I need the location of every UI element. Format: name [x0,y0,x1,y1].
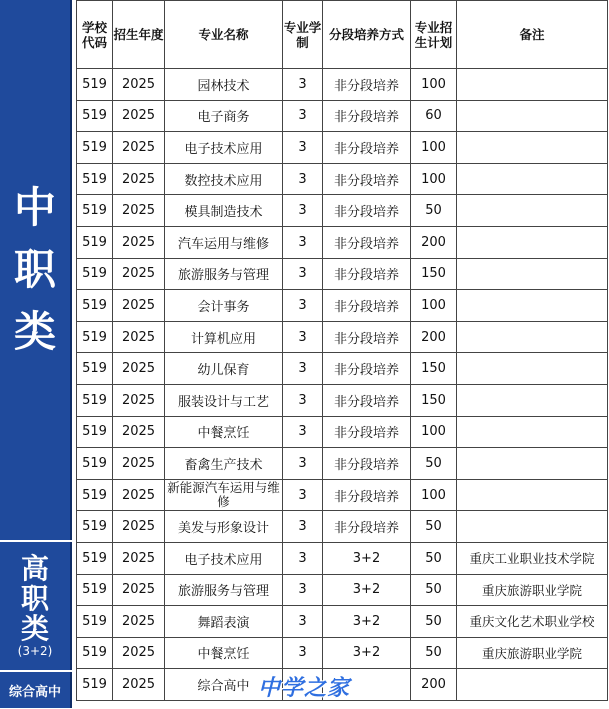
cell-major: 综合高中 [165,669,283,701]
cell-length: 3 [283,606,323,638]
cell-note [457,258,608,290]
cell-year: 2025 [113,163,165,195]
cell-mode: 非分段培养 [323,226,411,258]
category-zhongzhi-panel [0,0,72,540]
category-gaozhi-char: 高 [20,552,49,585]
cell-note [457,448,608,480]
cell-school-code: 519 [77,69,113,101]
cell-note [457,353,608,385]
cell-year: 2025 [113,195,165,227]
cell-year: 2025 [113,69,165,101]
cell-plan: 50 [411,448,457,480]
cell-major: 中餐烹饪 [165,416,283,448]
cell-school-code: 519 [77,669,113,701]
cell-major: 新能源汽车运用与维修 [165,479,283,511]
cell-year: 2025 [113,448,165,480]
table-row [77,637,608,669]
table-row [77,226,608,258]
category-zhongzhi-char: 类 [13,307,56,356]
category-zonghe-panel [0,672,72,708]
cell-school-code: 519 [77,574,113,606]
cell-mode: 非分段培养 [323,69,411,101]
cell-major: 电子技术应用 [165,132,283,164]
table-header-row [77,1,608,69]
category-zonghe-label: 综合高中 [8,684,61,700]
cell-mode: 3+2 [323,542,411,574]
cell-major: 汽车运用与维修 [165,226,283,258]
cell-plan: 100 [411,416,457,448]
table-body [77,69,608,701]
cell-note [457,195,608,227]
cell-length: 3 [283,479,323,511]
cell-mode: 非分段培养 [323,353,411,385]
cell-plan: 200 [411,669,457,701]
cell-note [457,669,608,701]
cell-year: 2025 [113,511,165,543]
cell-note [457,511,608,543]
cell-plan: 150 [411,353,457,385]
cell-plan: 100 [411,69,457,101]
cell-plan: 100 [411,163,457,195]
cell-plan: 50 [411,574,457,606]
header-year: 招生年度 [113,1,165,69]
cell-note [457,163,608,195]
cell-note: 重庆文化艺术职业学校 [457,606,608,638]
table-row [77,384,608,416]
table-row [77,606,608,638]
cell-school-code: 519 [77,637,113,669]
category-zhongzhi-char: 职 [13,245,56,294]
cell-major: 幼儿保育 [165,353,283,385]
table-row [77,69,608,101]
cell-note [457,416,608,448]
cell-length: 3 [283,258,323,290]
cell-plan: 200 [411,226,457,258]
table-row [77,258,608,290]
cell-year: 2025 [113,479,165,511]
cell-plan: 100 [411,132,457,164]
cell-mode: 非分段培养 [323,479,411,511]
cell-year: 2025 [113,100,165,132]
table-row [77,416,608,448]
cell-major: 电子商务 [165,100,283,132]
cell-mode: 非分段培养 [323,321,411,353]
cell-year: 2025 [113,542,165,574]
cell-major: 园林技术 [165,69,283,101]
cell-school-code: 519 [77,448,113,480]
watermark-logo: 中学之家 [258,676,351,701]
category-gaozhi-panel [0,542,72,670]
cell-year: 2025 [113,669,165,701]
cell-school-code: 519 [77,258,113,290]
cell-mode: 3+2 [323,637,411,669]
cell-length: 3 [283,416,323,448]
enrollment-table [76,0,608,701]
cell-length: 3 [283,163,323,195]
cell-major: 旅游服务与管理 [165,258,283,290]
cell-school-code: 519 [77,100,113,132]
cell-note: 重庆旅游职业学院 [457,637,608,669]
cell-mode: 非分段培养 [323,448,411,480]
cell-year: 2025 [113,574,165,606]
category-gaozhi-char: 类 [20,612,49,645]
cell-major: 会计事务 [165,290,283,322]
cell-length: 3 [283,195,323,227]
cell-length: 3 [283,637,323,669]
table-row [77,542,608,574]
cell-length: 3 [283,290,323,322]
cell-school-code: 519 [77,384,113,416]
table-row [77,353,608,385]
cell-school-code: 519 [77,290,113,322]
cell-year: 2025 [113,384,165,416]
cell-year: 2025 [113,258,165,290]
cell-year: 2025 [113,226,165,258]
cell-year: 2025 [113,606,165,638]
cell-year: 2025 [113,132,165,164]
cell-plan: 100 [411,479,457,511]
table-row [77,321,608,353]
cell-note [457,290,608,322]
cell-major: 畜禽生产技术 [165,448,283,480]
cell-school-code: 519 [77,511,113,543]
cell-length: 3 [283,226,323,258]
cell-length: 3 [283,69,323,101]
cell-length: 3 [283,574,323,606]
cell-major: 服装设计与工艺 [165,384,283,416]
cell-year: 2025 [113,416,165,448]
cell-major: 旅游服务与管理 [165,574,283,606]
cell-school-code: 519 [77,226,113,258]
cell-school-code: 519 [77,321,113,353]
cell-year: 2025 [113,321,165,353]
cell-plan: 60 [411,100,457,132]
cell-mode: 非分段培养 [323,416,411,448]
cell-length: 3 [283,100,323,132]
cell-school-code: 519 [77,479,113,511]
header-mode: 分段培养方式 [323,1,411,69]
category-zhongzhi-char: 中 [13,183,56,232]
table-row [77,511,608,543]
cell-major: 电子技术应用 [165,542,283,574]
cell-mode: 非分段培养 [323,511,411,543]
cell-mode: 3+2 [323,606,411,638]
cell-note [457,69,608,101]
cell-major: 中餐烹饪 [165,637,283,669]
table-row [77,290,608,322]
cell-mode: 非分段培养 [323,290,411,322]
header-length: 专业学制 [283,1,323,69]
cell-note [457,132,608,164]
cell-plan: 50 [411,511,457,543]
cell-year: 2025 [113,637,165,669]
cell-length: 3 [283,511,323,543]
table-row [77,100,608,132]
cell-year: 2025 [113,353,165,385]
cell-length: 3 [283,542,323,574]
header-plan: 专业招生计划 [411,1,457,69]
cell-mode: 非分段培养 [323,132,411,164]
cell-plan: 50 [411,542,457,574]
category-gaozhi-sub: (3+2) [17,644,53,658]
table-row [77,195,608,227]
cell-plan: 150 [411,384,457,416]
cell-plan: 50 [411,195,457,227]
cell-major: 数控技术应用 [165,163,283,195]
cell-school-code: 519 [77,416,113,448]
cell-mode: 非分段培养 [323,258,411,290]
cell-note [457,479,608,511]
cell-plan: 150 [411,258,457,290]
header-note: 备注 [457,1,608,69]
cell-length: 3 [283,132,323,164]
cell-mode: 非分段培养 [323,384,411,416]
cell-mode: 非分段培养 [323,100,411,132]
cell-major: 计算机应用 [165,321,283,353]
table-row [77,574,608,606]
cell-school-code: 519 [77,195,113,227]
cell-note [457,321,608,353]
cell-mode: 非分段培养 [323,163,411,195]
header-major: 专业名称 [165,1,283,69]
cell-major: 舞蹈表演 [165,606,283,638]
cell-note: 重庆旅游职业学院 [457,574,608,606]
cell-year: 2025 [113,290,165,322]
cell-length: 3 [283,353,323,385]
cell-note [457,384,608,416]
table-row [77,132,608,164]
cell-school-code: 519 [77,163,113,195]
cell-major: 模具制造技术 [165,195,283,227]
cell-school-code: 519 [77,606,113,638]
cell-note [457,100,608,132]
table-row [77,448,608,480]
cell-note [457,226,608,258]
cell-major: 美发与形象设计 [165,511,283,543]
table-row [77,479,608,511]
cell-plan: 200 [411,321,457,353]
cell-mode: 非分段培养 [323,195,411,227]
category-gaozhi-char: 职 [20,582,49,615]
cell-length: 3 [283,321,323,353]
cell-plan: 50 [411,637,457,669]
cell-mode: 3+2 [323,574,411,606]
cell-school-code: 519 [77,132,113,164]
table-row [77,163,608,195]
header-school-code: 学校代码 [77,1,113,69]
cell-school-code: 519 [77,542,113,574]
cell-note: 重庆工业职业技术学院 [457,542,608,574]
cell-length: 3 [283,384,323,416]
cell-plan: 50 [411,606,457,638]
cell-plan: 100 [411,290,457,322]
cell-school-code: 519 [77,353,113,385]
cell-length: 3 [283,448,323,480]
